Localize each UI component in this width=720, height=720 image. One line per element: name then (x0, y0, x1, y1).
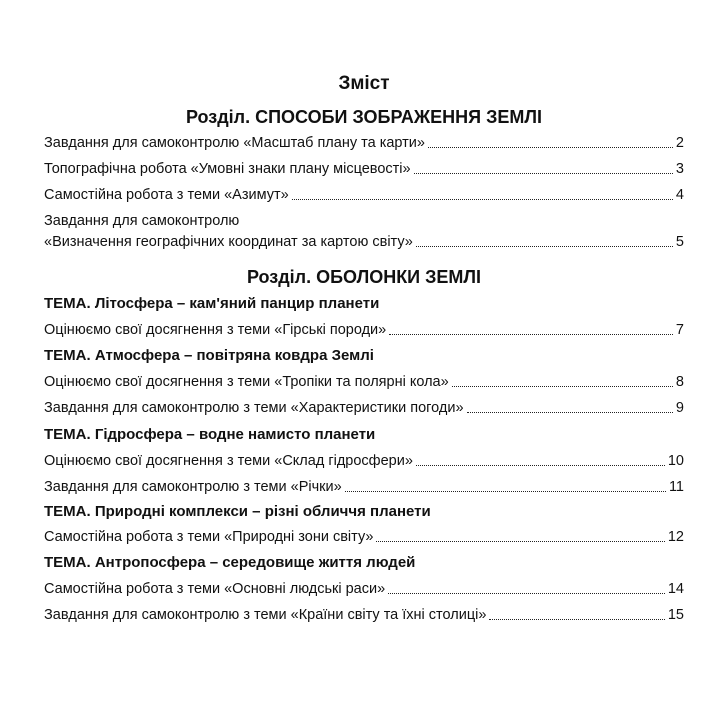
topic-heading: ТЕМА. Гідросфера – водне намисто планети (44, 426, 376, 443)
toc-entry[interactable] (44, 605, 684, 625)
table-of-contents (40, 0, 688, 720)
toc-entry[interactable] (44, 579, 684, 599)
page-number: 8 (675, 374, 684, 390)
page-number: 5 (675, 234, 684, 250)
entry-label: Оцінюємо свої досягнення з теми «Склад гідросфери» (44, 453, 413, 469)
page-number: 11 (668, 479, 684, 495)
dot-leader (376, 541, 664, 542)
toc-entry[interactable] (44, 398, 684, 418)
entry-label: «Визначення географічних координат за картою світу» (44, 234, 413, 250)
dot-leader (428, 147, 673, 148)
section-heading: Розділ. ОБОЛОНКИ ЗЕМЛІ (246, 267, 482, 287)
page-title: Зміст (338, 73, 390, 94)
dot-leader (467, 412, 673, 413)
entry-label: Оцінюємо свої досягнення з теми «Тропіки та полярні кола» (44, 374, 449, 390)
dot-leader (452, 386, 673, 387)
entry-label: Самостійна робота з теми «Азимут» (44, 187, 289, 203)
dot-leader (388, 593, 665, 594)
topic-heading: ТЕМА. Природні комплекси – різні обличчя планети (44, 503, 431, 520)
topic-heading: ТЕМА. Атмосфера – повітряна ковдра Землі (44, 347, 374, 364)
section-heading: Розділ. СПОСОБИ ЗОБРАЖЕННЯ ЗЕМЛІ (185, 107, 542, 127)
page-number: 4 (675, 187, 684, 203)
toc-entry[interactable] (44, 451, 684, 471)
toc-entry[interactable] (44, 477, 684, 497)
dot-leader (489, 619, 664, 620)
entry-label: Оцінюємо свої досягнення з теми «Гірські породи» (44, 322, 387, 338)
toc-entry[interactable] (44, 133, 684, 153)
toc-entry[interactable] (44, 320, 684, 340)
dot-leader (292, 199, 673, 200)
page-number: 14 (667, 581, 684, 597)
dot-leader (389, 334, 673, 335)
topic-heading: ТЕМА. Антропосфера – середовище життя людей (44, 554, 416, 571)
entry-label: Топографічна робота «Умовні знаки плану місцевості» (44, 161, 411, 177)
page-number: 3 (675, 161, 684, 177)
dot-leader (416, 465, 665, 466)
page-number: 10 (667, 453, 684, 469)
page-number: 15 (667, 607, 684, 623)
toc-entry[interactable] (44, 372, 684, 392)
dot-leader (414, 173, 673, 174)
page-number: 12 (667, 529, 684, 545)
page-number: 9 (675, 400, 684, 416)
entry-label: Завдання для самоконтролю з теми «Річки» (44, 479, 342, 495)
toc-entry[interactable] (44, 527, 684, 547)
entry-label: Завдання для самоконтролю «Масштаб плану та карти» (44, 135, 425, 151)
entry-label: Завдання для самоконтролю з теми «Характеристики погоди» (44, 400, 464, 416)
toc-entry[interactable] (44, 185, 684, 205)
toc-entry[interactable] (44, 232, 684, 252)
page-number: 2 (675, 135, 684, 151)
dot-leader (416, 246, 673, 247)
toc-entry[interactable] (44, 159, 684, 179)
entry-label: Самостійна робота з теми «Основні людські раси» (44, 581, 386, 597)
entry-label: Завдання для самоконтролю з теми «Країни світу та їхні столиці» (44, 607, 487, 623)
page-number: 7 (675, 322, 684, 338)
entry-label-line1: Завдання для самоконтролю (44, 213, 240, 229)
entry-label: Самостійна робота з теми «Природні зони світу» (44, 529, 374, 545)
dot-leader (345, 491, 666, 492)
topic-heading: ТЕМА. Літосфера – кам'яний панцир планети (44, 295, 380, 312)
